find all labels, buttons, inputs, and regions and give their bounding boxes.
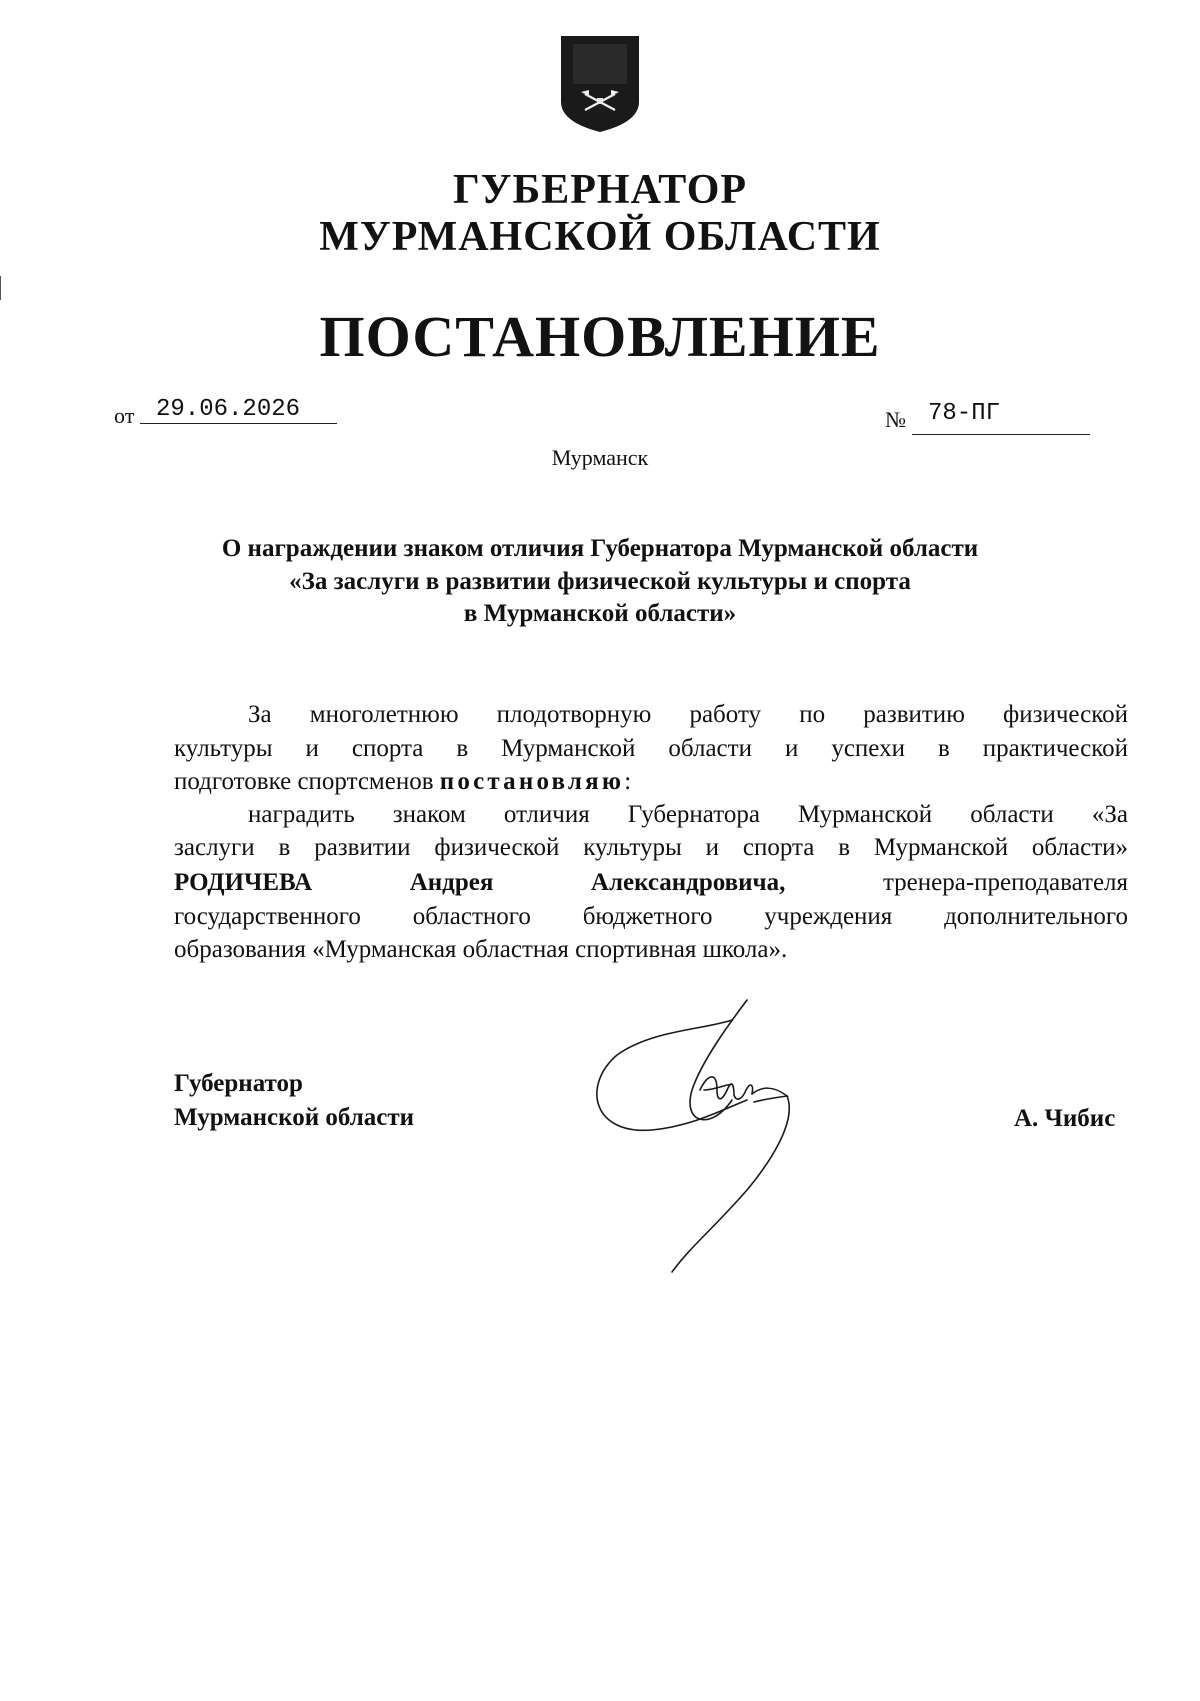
subject-line1: О награждении знаком отличия Губернатора Мурманской области — [221, 535, 979, 562]
paragraph1-line3-text: подготовке спортсменов — [174, 768, 440, 795]
date-prefix: от — [114, 403, 135, 428]
awardee-line — [174, 868, 1128, 898]
coat-of-arms-icon — [559, 34, 641, 134]
paragraph1-line2: культуры и спорта в Мурманской области и успехи в практической — [174, 735, 1128, 762]
subject-line3: в Мурманской области» — [463, 600, 737, 627]
signatory-position-line2: Мурманской области — [174, 1104, 415, 1131]
number-prefix: № — [885, 407, 906, 432]
awardee-firstname: Андрея — [409, 869, 494, 896]
document-date: 29.06.2026 — [140, 396, 337, 424]
paragraph2-line5: образования «Мурманская областная спортивная школа». — [174, 936, 788, 963]
document-type-heading: ПОСТАНОВЛЕНИЕ — [319, 304, 881, 369]
awardee-patronymic: Александровича, — [590, 869, 786, 896]
city: Мурманск — [551, 445, 649, 470]
issuer-title-line2: МУРМАНСКОЙ ОБЛАСТИ — [319, 214, 881, 260]
handwritten-signature — [582, 990, 862, 1275]
paragraph1-line3-end: : — [624, 768, 632, 795]
paragraph2-line1: наградить знаком отличия Губернатора Мурманской области «За — [248, 801, 1128, 828]
document-number: 78-ПГ — [912, 400, 1090, 435]
issuer-title-line1: ГУБЕРНАТОР — [452, 167, 748, 213]
awardee-surname: РОДИЧЕВА — [174, 869, 313, 896]
subject-line2: «За заслуги в развитии физической культуры и спорта — [289, 568, 911, 595]
paragraph2-line2: заслуги в развитии физической культуры и спорта в Мурманской области» — [174, 834, 1128, 861]
awardee-position: тренера-преподавателя — [882, 869, 1129, 896]
scan-edge-mark — [0, 276, 1, 300]
signatory-position-line1: Губернатор — [174, 1070, 303, 1097]
signatory-name: А. Чибис — [1014, 1105, 1116, 1132]
paragraph1-line1: За многолетнюю плодотворную работу по развитию физической — [248, 701, 1128, 728]
paragraph1-line3 — [174, 767, 631, 797]
paragraph2-line4: государственного областного бюджетного учреждения дополнительного — [174, 903, 1128, 930]
resolution-keyword: постановляю — [439, 768, 625, 795]
